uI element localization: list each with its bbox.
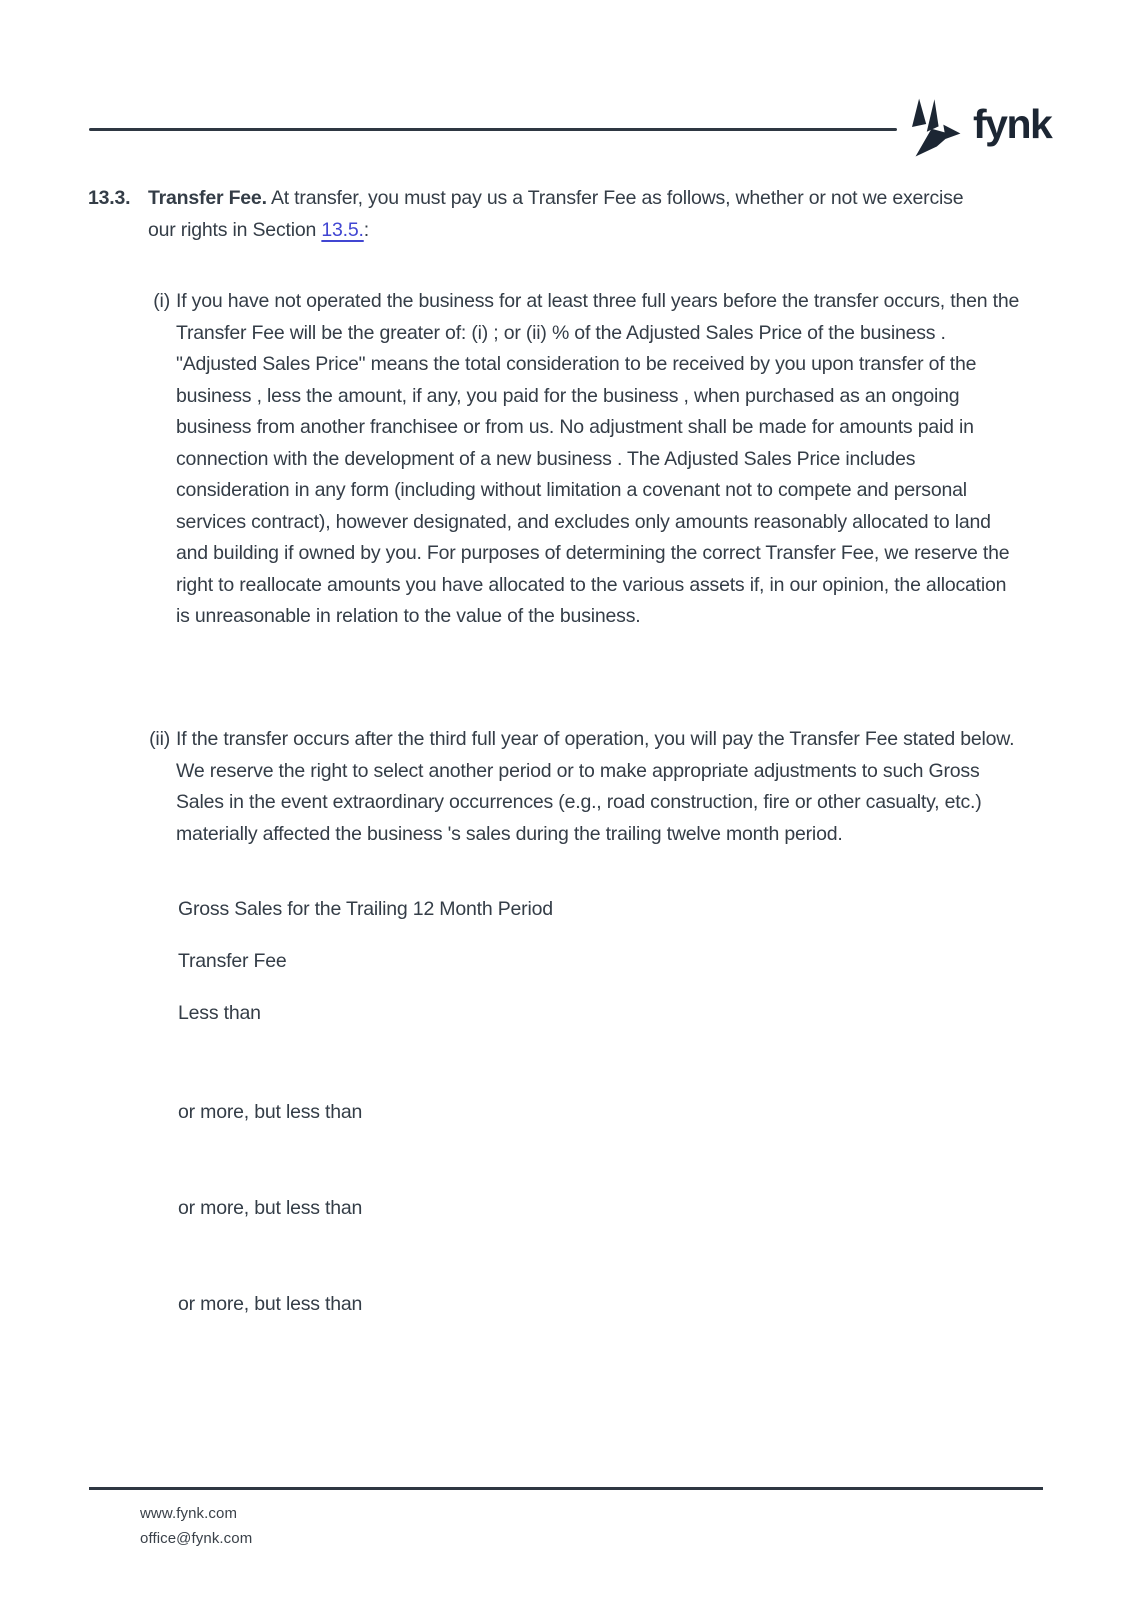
fee-table-line-or-more-2: or more, but less than [178, 1197, 363, 1219]
fynk-bird-icon [912, 96, 964, 158]
clause-i [148, 286, 1021, 633]
page-footer [140, 1501, 252, 1551]
fee-table-line-or-more-3: or more, but less than [178, 1293, 363, 1315]
section-title: Transfer Fee. [148, 187, 267, 209]
fee-table-line-transfer-fee: Transfer Fee [178, 950, 287, 972]
clause-ii [148, 724, 1021, 850]
header-divider [89, 128, 897, 131]
section-intro-colon: : [363, 218, 369, 241]
fynk-logo [912, 96, 1051, 158]
fynk-wordmark: fynk [973, 100, 1052, 147]
fee-table-line-less-than: Less than [178, 1002, 261, 1024]
section-cross-reference-link[interactable]: 13.5. [321, 218, 364, 241]
footer-divider [89, 1487, 1043, 1490]
section-intro [148, 183, 976, 246]
section-heading [88, 183, 976, 246]
clause-ii-text: If the transfer occurs after the third full year of operation, you will pay the Transfer Fee stated below. We reserve the right to select another period or to make appropriate adjustments to such Gross Sales in the event extraordinary occurrences (e.g., road construction, fire or other casualty, etc.) materially affected the business 's sales during the trailing twelve month period. [176, 728, 1015, 845]
clause-i-marker: (i) [153, 290, 170, 312]
clause-ii-marker: (ii) [149, 728, 170, 750]
footer-email: office@fynk.com [140, 1530, 253, 1547]
clause-i-text: If you have not operated the business for at least three full years before the transfer occurs, then the Transfer Fee will be the greater of: (i) ; or (ii) % of the Adjusted Sales Price of the business . "Adjusted Sales Price" means the total consideration to be received by you upon transfer of the business , less the amount, if any, you paid for the business , when purchased as an ongoing business from another franchisee or from us. No adjustment shall be made for amounts paid in connection with the development of a new business . The Adjusted Sales Price includes consideration in any form (including without limitation a covenant not to compete and personal services contract), however designated, and excludes only amounts reasonably allocated to land and building if owned by you. For purposes of determining the correct Transfer Fee, we reserve the right to reallocate amounts you have allocated to the various assets if, in our opinion, the allocation is unreasonable in relation to the value of the business. [176, 290, 1020, 627]
fee-table-line-gross-sales: Gross Sales for the Trailing 12 Month Period [178, 898, 553, 920]
section-number: 13.3. [88, 187, 131, 209]
fee-table-line-or-more-1: or more, but less than [178, 1101, 363, 1123]
footer-website: www.fynk.com [140, 1505, 238, 1522]
section-intro-text: At transfer, you must pay us a Transfer Fee as follows, whether or not we exercise our rights in Section [148, 187, 964, 241]
